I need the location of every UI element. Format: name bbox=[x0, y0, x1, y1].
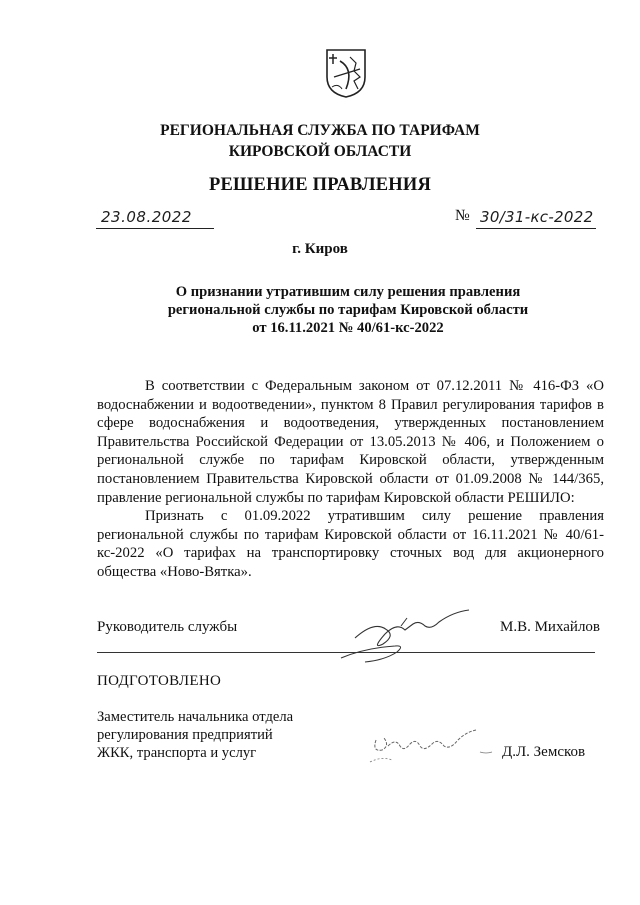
date-underline bbox=[96, 228, 214, 229]
signature-separator bbox=[97, 652, 595, 653]
body-paragraph-basis: В соответствии с Федеральным законом от 07.12.2011 № 416-ФЗ «О водоснабжении и водоотведении», пунктом 8 Правил регулирования тарифов в сфере водоснабжения и водоотведения, утвержденных постановлением Правительства Российской Федерации от 13.05.2013 № 406, и Положением о региональной службе по тарифам Кировской области, утвержденным постановлением Правительства Кировской области от 01.09.2008 № 144/365, правление региональной службы по тарифам Кировской области РЕШИЛО: bbox=[97, 378, 604, 506]
number-sign: № bbox=[455, 207, 470, 224]
prepared-label: ПОДГОТОВЛЕНО bbox=[97, 673, 222, 689]
org-name-line2: КИРОВСКОЙ ОБЛАСТИ bbox=[228, 143, 412, 160]
document-title: РЕШЕНИЕ ПРАВЛЕНИЯ bbox=[208, 175, 432, 195]
preparer-name: Д.Л. Земсков bbox=[502, 744, 586, 760]
head-signature bbox=[335, 600, 475, 670]
preparer-position-line3: ЖКК, транспорта и услуг bbox=[97, 745, 257, 761]
signatory-title: Руководитель службы bbox=[97, 619, 238, 635]
signatory-name: М.В. Михайлов bbox=[500, 619, 601, 635]
preparer-position bbox=[97, 708, 337, 762]
decision-body bbox=[97, 377, 604, 582]
coat-of-arms-emblem bbox=[324, 47, 368, 99]
decision-subject bbox=[150, 283, 546, 337]
decision-number: 30/31-кс-2022 bbox=[480, 208, 594, 226]
decision-date: 23.08.2022 bbox=[101, 208, 192, 226]
org-name-line1: РЕГИОНАЛЬНАЯ СЛУЖБА ПО ТАРИФАМ bbox=[160, 122, 480, 139]
preparer-signature bbox=[362, 722, 502, 772]
preparer-position-line2: регулирования предприятий bbox=[97, 727, 273, 743]
subject-line2: региональной службы по тарифам Кировской области bbox=[167, 302, 529, 318]
subject-line3: от 16.11.2021 № 40/61-кс-2022 bbox=[252, 320, 444, 336]
body-paragraph-resolution: Признать с 01.09.2022 утратившим силу решение правления региональной службы по тарифам Кировской области от 16.11.2021 № 40/61-кс-2022 «О тарифах на транспортировку сточных вод для акционерного общества «Ново-Вятка». bbox=[97, 508, 604, 580]
number-underline bbox=[476, 228, 596, 229]
preparer-position-line1: Заместитель начальника отдела bbox=[97, 709, 294, 725]
subject-line1: О признании утратившим силу решения правления bbox=[175, 284, 521, 300]
city-label: г. Киров bbox=[292, 241, 348, 257]
